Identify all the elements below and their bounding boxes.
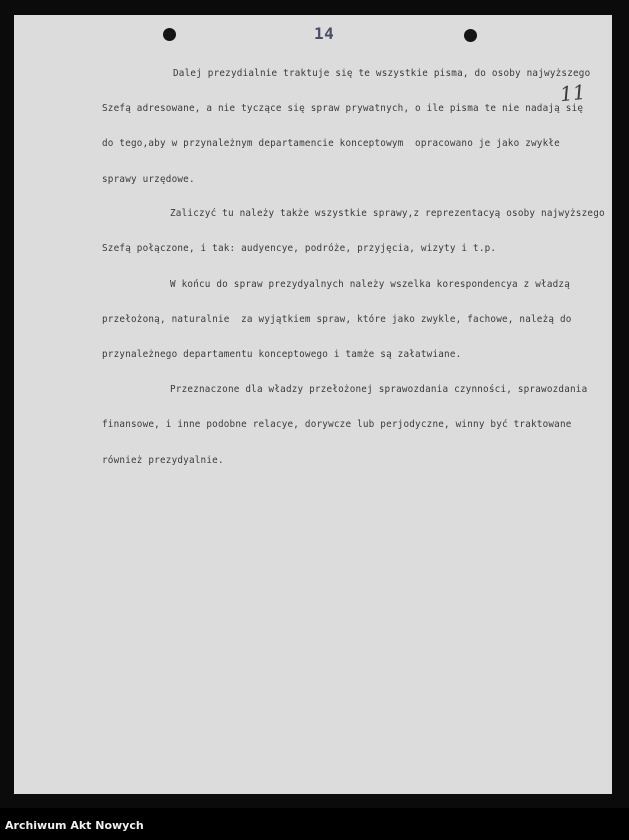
archive-name: Archiwum Akt Nowych: [5, 819, 144, 832]
text-line: finansowe, i inne podobne relacye, dorywcze lub perjodyczne, winny być traktowane: [102, 419, 572, 430]
text-line: przynależnego departamentu konceptowego i tamże są załatwiane.: [102, 349, 462, 360]
text-line: przełożoną, naturalnie za wyjątkiem spraw, które jako zwykle, fachowe, należą do: [102, 314, 572, 325]
text-line: również prezydyalnie.: [102, 455, 224, 466]
punch-hole-left: [163, 28, 176, 41]
text-line: Przeznaczone dla władzy przełożonej sprawozdania czynności, sprawozdania: [170, 384, 588, 395]
text-line: Zaliczyć tu należy także wszystkie sprawy,z reprezentacyą osoby najwyższego: [170, 208, 605, 219]
text-line: Szefą adresowane, a nie tyczące się spraw prywatnych, o ile pisma te nie nadają się: [102, 103, 584, 114]
text-line: Szefą połączone, i tak: audyencye, podróże, przyjęcia, wizyty i t.p.: [102, 243, 497, 254]
text-line: do tego,aby w przynależnym departamencie konceptowym opracowano je jako zwykłe: [102, 138, 560, 149]
handwritten-annotation: 11: [558, 79, 587, 107]
page-number: 14: [314, 24, 335, 43]
document-page: [14, 15, 612, 794]
punch-hole-right: [464, 29, 477, 42]
text-line: Dalej prezydialnie traktuje się te wszystkie pisma, do osoby najwyższego: [173, 68, 591, 79]
text-line: W końcu do spraw prezydyalnych należy wszelka korespondencya z władzą: [170, 279, 571, 290]
text-line: sprawy urzędowe.: [102, 174, 195, 185]
